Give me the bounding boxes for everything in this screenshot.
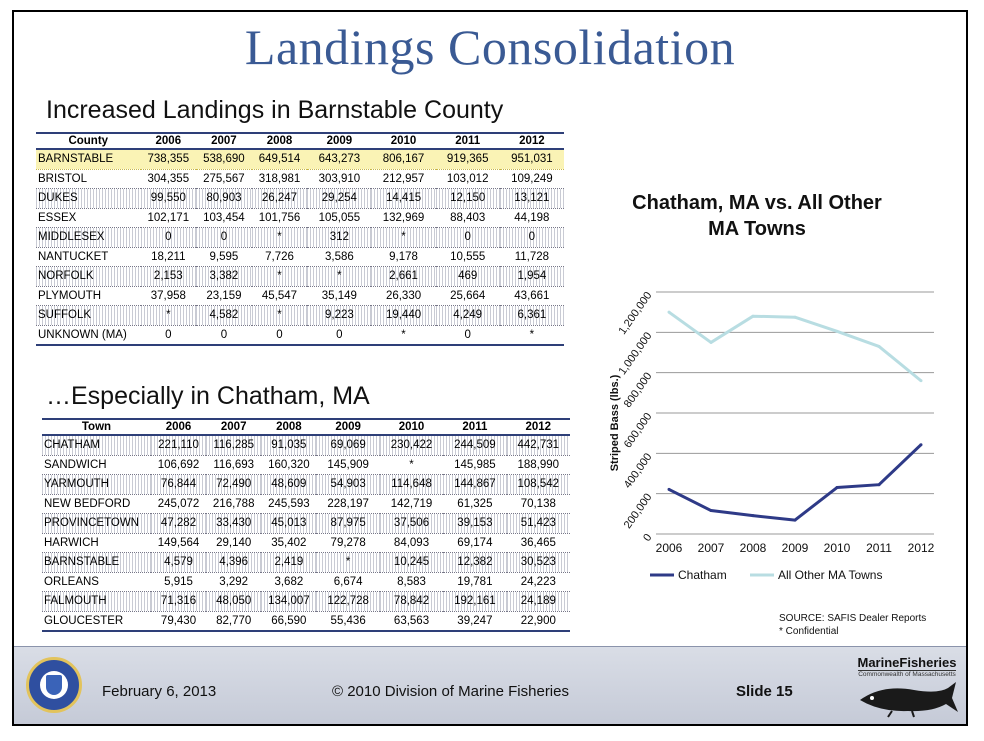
table-cell: 61,325 (457, 497, 493, 510)
table-cell: 79,278 (330, 536, 366, 549)
series-line (669, 312, 921, 381)
table-cell: 919,365 (436, 149, 500, 169)
logo-text: MarineFisheries (857, 655, 957, 670)
x-tick-label: 2009 (781, 541, 809, 555)
table-cell: 469 (436, 267, 500, 287)
table-cell: 304,355 (147, 172, 190, 185)
table-cell: 3,682 (274, 575, 304, 588)
confidential-note: * Confidential (779, 626, 839, 637)
table-cell: 37,506 (380, 514, 443, 534)
table-cell: * (252, 267, 308, 287)
table-row (42, 533, 570, 553)
table-cell: 0 (252, 325, 308, 345)
table-cell: 3,292 (219, 575, 249, 588)
source-note (779, 612, 926, 638)
table-cell: 951,031 (500, 149, 564, 169)
table-cell: 6,361 (500, 306, 564, 326)
legend-label: Chatham (678, 568, 727, 582)
table-cell: 192,161 (443, 592, 506, 612)
table-row (42, 514, 570, 534)
table-cell: 101,756 (258, 211, 301, 224)
town-heading: …Especially in Chatham, MA (46, 382, 370, 410)
table-cell: 538,690 (196, 149, 252, 169)
table-row (42, 553, 570, 573)
table-cell: * (500, 325, 564, 345)
table-cell: 8,583 (397, 575, 426, 588)
table-cell: * (307, 267, 371, 287)
table-row (42, 592, 570, 612)
table-cell: 12,150 (436, 189, 500, 209)
row-label: PLYMOUTH (38, 289, 102, 302)
slide (12, 10, 968, 726)
table-row (36, 228, 564, 248)
table-cell: 63,563 (380, 611, 443, 631)
table-cell: 29,254 (307, 189, 371, 209)
table-cell: 35,149 (321, 289, 357, 302)
table-cell: 102,171 (147, 211, 190, 224)
table-cell: 5,915 (164, 575, 193, 588)
table-cell: 7,726 (265, 250, 294, 263)
table-cell: 145,985 (454, 458, 496, 471)
table-cell: 26,247 (252, 189, 308, 209)
slide-title: Landings Consolidation (244, 19, 736, 75)
data-point (920, 443, 923, 446)
table-row (36, 189, 564, 209)
data-point (920, 379, 923, 382)
table-cell: 19,781 (457, 575, 493, 588)
table-cell: 738,355 (141, 149, 197, 169)
footer (14, 646, 966, 725)
table-cell: 132,969 (382, 211, 425, 224)
column-header: 2012 (500, 133, 564, 149)
table-row (42, 611, 570, 631)
x-tick-label: 2008 (739, 541, 767, 555)
table-cell: 245,593 (268, 497, 310, 510)
table-cell: 103,454 (203, 211, 245, 224)
town-table (42, 418, 570, 632)
footer-date: February 6, 2013 (102, 683, 217, 700)
table-cell: 230,422 (380, 435, 443, 455)
table-cell: 88,403 (450, 211, 486, 224)
x-tick-label: 2011 (866, 541, 892, 555)
y-tick-label: 200,000 (621, 491, 655, 531)
table-cell: 4,249 (436, 306, 500, 326)
table-cell: 228,197 (327, 497, 369, 510)
table-cell: 51,423 (507, 514, 570, 534)
table-cell: 48,609 (261, 475, 316, 495)
table-cell: 144,867 (443, 475, 506, 495)
row-label: FALMOUTH (42, 592, 151, 612)
row-label: BARNSTABLE (42, 553, 151, 573)
table-cell: 3,586 (324, 250, 354, 263)
table-cell: 14,415 (371, 189, 435, 209)
table-cell: 312 (307, 228, 371, 248)
column-header: Town (42, 419, 151, 435)
massachusetts-seal-icon (26, 657, 82, 713)
table-cell: 116,693 (213, 458, 255, 471)
x-tick-label: 2006 (655, 541, 683, 555)
table-cell: 2,153 (141, 267, 197, 287)
table-cell: 643,273 (307, 149, 371, 169)
row-label: ESSEX (38, 211, 77, 224)
column-header: 2006 (151, 419, 206, 435)
row-label: UNKNOWN (MA) (36, 325, 141, 345)
footer-copyright: © 2010 Division of Marine Fisheries (332, 683, 569, 700)
table-cell: 11,728 (514, 250, 550, 263)
data-point (668, 311, 671, 314)
table-cell: * (252, 306, 308, 326)
table-cell: 69,069 (316, 435, 379, 455)
table-row (42, 475, 570, 495)
table-cell: 105,055 (318, 211, 361, 224)
table-cell: 303,910 (318, 172, 361, 185)
table-cell: 149,564 (157, 536, 200, 549)
fish-icon (852, 678, 962, 718)
table-cell: 69,174 (457, 536, 493, 549)
table-cell: 649,514 (252, 149, 308, 169)
table-row (36, 267, 564, 287)
table-cell: 70,138 (520, 497, 556, 510)
table-row (36, 169, 564, 189)
table-cell: 55,436 (316, 611, 379, 631)
table-cell: 103,012 (446, 172, 489, 185)
legend-label: All Other MA Towns (778, 568, 883, 582)
x-tick-label: 2007 (697, 541, 725, 555)
table-cell: 245,072 (157, 497, 200, 510)
slide-number: Slide 15 (736, 683, 793, 700)
table-cell: 84,093 (393, 536, 430, 549)
table-cell: 0 (500, 228, 564, 248)
table-cell: 25,664 (450, 289, 486, 302)
x-tick-label: 2010 (823, 541, 851, 555)
row-label: SUFFOLK (36, 306, 141, 326)
row-label: NANTUCKET (38, 250, 109, 263)
table-cell: 26,330 (385, 289, 422, 302)
row-label: YARMOUTH (42, 475, 151, 495)
column-header: 2008 (252, 133, 308, 149)
table-cell: 0 (436, 228, 500, 248)
table-row (36, 149, 564, 169)
marine-fisheries-logo (852, 655, 962, 721)
table-cell: 19,440 (371, 306, 435, 326)
table-cell: 13,121 (500, 189, 564, 209)
table-cell: 66,590 (261, 611, 316, 631)
table-cell: 275,567 (203, 172, 245, 185)
table-cell: 216,788 (212, 497, 255, 510)
table-cell: * (371, 228, 435, 248)
chart-title: Chatham, MA vs. All Other MA Towns (632, 192, 882, 240)
row-label: HARWICH (44, 536, 99, 549)
column-header: 2009 (316, 419, 379, 435)
table-cell: * (409, 458, 414, 471)
table-cell: 9,178 (389, 250, 418, 263)
table-cell: 122,728 (316, 592, 379, 612)
table-cell: 48,050 (206, 592, 261, 612)
column-header: County (36, 133, 141, 149)
table-cell: 318,981 (258, 172, 301, 185)
column-header: 2011 (443, 419, 506, 435)
row-label: BARNSTABLE (36, 149, 141, 169)
table-row (36, 286, 564, 306)
table-cell: 45,013 (261, 514, 316, 534)
table-row (42, 494, 570, 514)
data-point (794, 519, 797, 522)
y-tick-label: 0 (641, 531, 655, 544)
county-heading: Increased Landings in Barnstable County (46, 96, 504, 124)
table-cell: 108,542 (507, 475, 570, 495)
table-cell: 23,159 (206, 289, 242, 302)
x-tick-label: 2012 (907, 541, 935, 555)
logo-subtext: Commonwealth of Massachusetts (858, 671, 956, 678)
y-tick-label: 1,000,000 (616, 330, 655, 378)
row-label: SANDWICH (44, 458, 107, 471)
table-cell: 142,719 (390, 497, 433, 510)
data-point (878, 483, 881, 486)
table-cell: 35,402 (271, 536, 307, 549)
data-point (710, 509, 713, 512)
table-cell: 24,223 (520, 575, 556, 588)
row-label: DUKES (36, 189, 141, 209)
data-point (710, 341, 713, 344)
line-chart (594, 272, 954, 602)
table-row (36, 306, 564, 326)
y-tick-label: 600,000 (621, 410, 655, 451)
row-label: NEW BEDFORD (44, 497, 131, 510)
row-label: PROVINCETOWN (42, 514, 151, 534)
table-cell: 0 (436, 325, 500, 345)
table-row (36, 325, 564, 345)
table-cell: 188,990 (517, 458, 560, 471)
table-cell: 39,153 (443, 514, 506, 534)
y-tick-label: 800,000 (621, 370, 655, 410)
table-row (42, 572, 570, 592)
table-cell: 33,430 (206, 514, 261, 534)
table-cell: 91,035 (261, 435, 316, 455)
y-tick-label: 1,200,000 (616, 289, 655, 337)
table-cell: 114,648 (380, 475, 443, 495)
row-label: MIDDLESEX (36, 228, 141, 248)
table-cell: 79,430 (151, 611, 206, 631)
table-cell: 87,975 (316, 514, 379, 534)
table-cell: 4,582 (196, 306, 252, 326)
county-table (36, 132, 564, 346)
data-point (752, 315, 755, 318)
table-cell: 24,189 (507, 592, 570, 612)
row-label: GLOUCESTER (42, 611, 151, 631)
table-cell: 78,842 (380, 592, 443, 612)
table-cell: 22,900 (507, 611, 570, 631)
table-cell: 72,490 (206, 475, 261, 495)
data-point (836, 486, 839, 489)
row-label: BRISTOL (38, 172, 87, 185)
data-point (794, 316, 797, 319)
table-cell: * (252, 228, 308, 248)
table-cell: * (141, 306, 197, 326)
table-cell: 54,903 (316, 475, 379, 495)
table-cell: 134,007 (261, 592, 316, 612)
row-label: NORFOLK (36, 267, 141, 287)
table-cell: 9,223 (307, 306, 371, 326)
row-label: CHATHAM (42, 435, 151, 455)
table-cell: * (371, 325, 435, 345)
table-cell: 0 (196, 228, 252, 248)
table-cell: 10,245 (380, 553, 443, 573)
column-header: 2008 (261, 419, 316, 435)
data-point (752, 514, 755, 517)
data-point (836, 330, 839, 333)
table-cell: 0 (141, 228, 197, 248)
table-cell: 244,509 (443, 435, 506, 455)
table-cell: 10,555 (450, 250, 486, 263)
table-cell: 6,674 (333, 575, 363, 588)
table-cell: 30,523 (507, 553, 570, 573)
column-header: 2007 (206, 419, 261, 435)
table-cell: 9,595 (209, 250, 239, 263)
table-cell: 442,731 (507, 435, 570, 455)
table-cell: 39,247 (443, 611, 506, 631)
table-cell: 12,382 (443, 553, 506, 573)
table-cell: 2,661 (371, 267, 435, 287)
table-cell: 806,167 (371, 149, 435, 169)
table-cell: 0 (196, 325, 252, 345)
table-row (36, 247, 564, 267)
table-cell: 2,419 (261, 553, 316, 573)
table-cell: 1,954 (500, 267, 564, 287)
table-cell: 29,140 (216, 536, 252, 549)
column-header: 2010 (371, 133, 435, 149)
column-header: 2007 (196, 133, 252, 149)
table-cell: 0 (307, 325, 371, 345)
table-cell: 221,110 (151, 435, 206, 455)
table-cell: 43,661 (514, 289, 550, 302)
table-cell: 99,550 (141, 189, 197, 209)
table-cell: 45,547 (261, 289, 298, 302)
column-header: 2010 (380, 419, 443, 435)
table-cell: 37,958 (150, 289, 186, 302)
series-line (669, 445, 921, 520)
table-cell: 4,396 (206, 553, 261, 573)
table-cell: 212,957 (382, 172, 425, 185)
table-cell: 106,692 (157, 458, 200, 471)
table-cell: 116,285 (206, 435, 261, 455)
table-cell: 80,903 (196, 189, 252, 209)
table-row (36, 208, 564, 228)
table-cell: 145,909 (327, 458, 369, 471)
source-line: SOURCE: SAFIS Dealer Reports (779, 613, 927, 624)
table-cell: 47,282 (151, 514, 206, 534)
table-cell: * (316, 553, 379, 573)
column-header: 2006 (141, 133, 197, 149)
y-axis-label: Striped Bass (lbs.) (609, 374, 621, 472)
table-cell: 82,770 (206, 611, 261, 631)
column-header: 2012 (507, 419, 570, 435)
table-row (42, 455, 570, 475)
table-row (42, 435, 570, 455)
table-cell: 18,211 (151, 250, 186, 263)
data-point (878, 345, 881, 348)
table-cell: 4,579 (151, 553, 206, 573)
table-cell: 36,465 (520, 536, 556, 549)
table-cell: 160,320 (268, 458, 310, 471)
row-label: ORLEANS (44, 575, 99, 588)
data-point (668, 488, 671, 491)
table-cell: 44,198 (514, 211, 550, 224)
column-header: 2011 (436, 133, 500, 149)
table-cell: 109,249 (511, 172, 553, 185)
table-cell: 76,844 (151, 475, 206, 495)
y-tick-label: 400,000 (621, 451, 655, 491)
column-header: 2009 (307, 133, 371, 149)
table-cell: 71,316 (151, 592, 206, 612)
table-cell: 3,382 (196, 267, 252, 287)
table-cell: 0 (141, 325, 197, 345)
